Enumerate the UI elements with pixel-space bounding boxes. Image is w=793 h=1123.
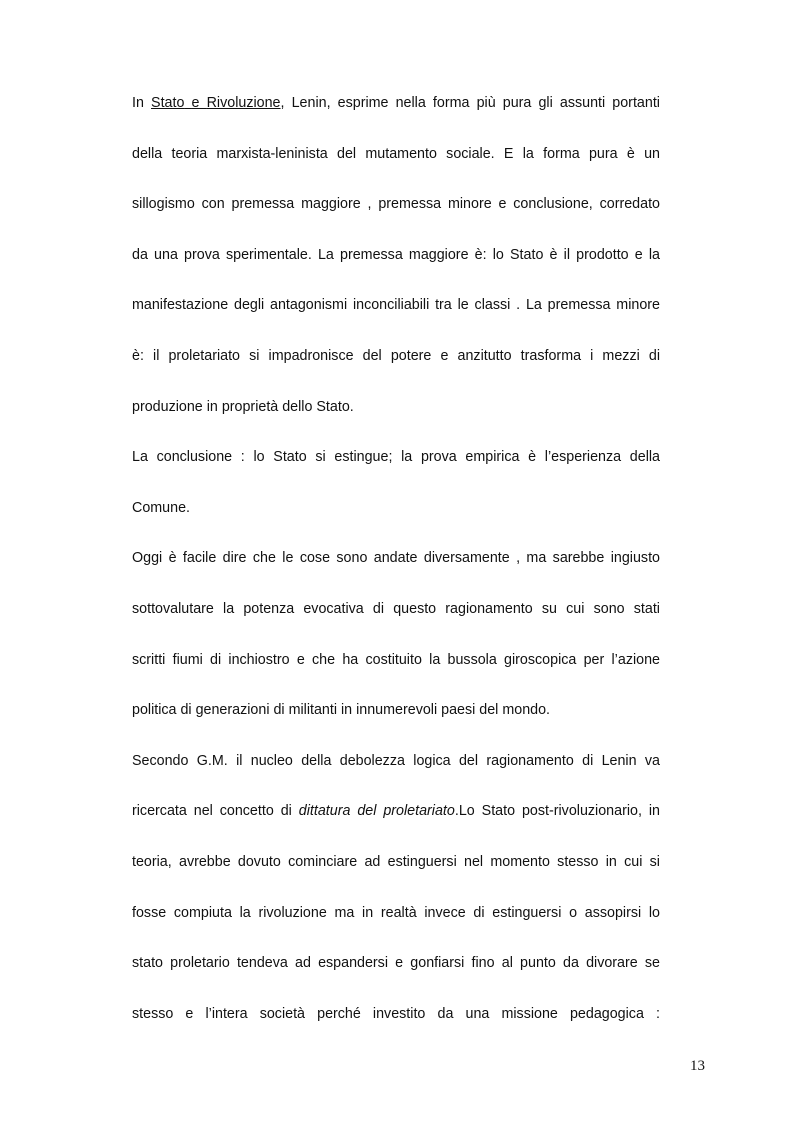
book-title-word-2: e <box>191 95 200 111</box>
text-line-13: politica di generazioni di militanti in innumerevoli paesi del mondo. <box>132 702 551 718</box>
line-1-suffix: , Lenin, esprime nella forma più pura gli assunti portanti <box>280 95 660 111</box>
book-title-word-1: Stato <box>151 95 185 111</box>
text-line-3: sillogismo con premessa maggiore , premessa minore e conclusione, corredato <box>132 196 660 212</box>
italic-term: dittatura del proletariato <box>298 803 455 819</box>
text-line-4: da una prova sperimentale. La premessa maggiore è: lo Stato è il prodotto e la <box>132 247 660 263</box>
text-line-6: è: il proletariato si impadronisce del potere e anzitutto trasforma i mezzi di <box>132 348 660 364</box>
line-1-prefix: In <box>132 95 152 111</box>
text-line-17: fosse compiuta la rivoluzione ma in realtà invece di estinguersi o assopirsi lo <box>132 905 660 921</box>
text-line-5: manifestazione degli antagonismi inconciliabili tra le classi . La premessa minore <box>132 297 660 313</box>
text-line-16: teoria, avrebbe dovuto cominciare ad estinguersi nel momento stesso in cui si <box>132 854 660 870</box>
text-line-7: produzione in proprietà dello Stato. <box>132 399 354 415</box>
line-15-suffix: .Lo Stato post-rivoluzionario, in <box>454 803 660 819</box>
text-line-8: La conclusione : lo Stato si estingue; la prova empirica è l’esperienza della <box>132 449 660 465</box>
book-title-space-2 <box>199 95 206 111</box>
page-number: 13 <box>690 1058 705 1074</box>
text-line-14: Secondo G.M. il nucleo della debolezza logica del ragionamento di Lenin va <box>132 753 660 769</box>
book-title-word-3: Rivoluzione <box>206 95 281 111</box>
text-line-9: Comune. <box>132 500 191 516</box>
book-title-space-1 <box>184 95 191 111</box>
text-line-2: della teoria marxista-leninista del mutamento sociale. E la forma pura è un <box>132 146 660 162</box>
text-line-15 <box>132 802 660 820</box>
line-15-prefix: ricercata nel concetto di <box>132 803 299 819</box>
text-line-18: stato proletario tendeva ad espandersi e gonfiarsi fino al punto da divorare se <box>132 955 660 971</box>
text-line-11: sottovalutare la potenza evocativa di questo ragionamento su cui sono stati <box>132 601 660 617</box>
text-line-19: stesso e l’intera società perché investito da una missione pedagogica : <box>132 1006 660 1022</box>
text-line-12: scritti fiumi di inchiostro e che ha costituito la bussola giroscopica per l’azione <box>132 652 660 668</box>
text-line-1 <box>132 94 660 112</box>
text-line-10: Oggi è facile dire che le cose sono andate diversamente , ma sarebbe ingiusto <box>132 550 660 566</box>
